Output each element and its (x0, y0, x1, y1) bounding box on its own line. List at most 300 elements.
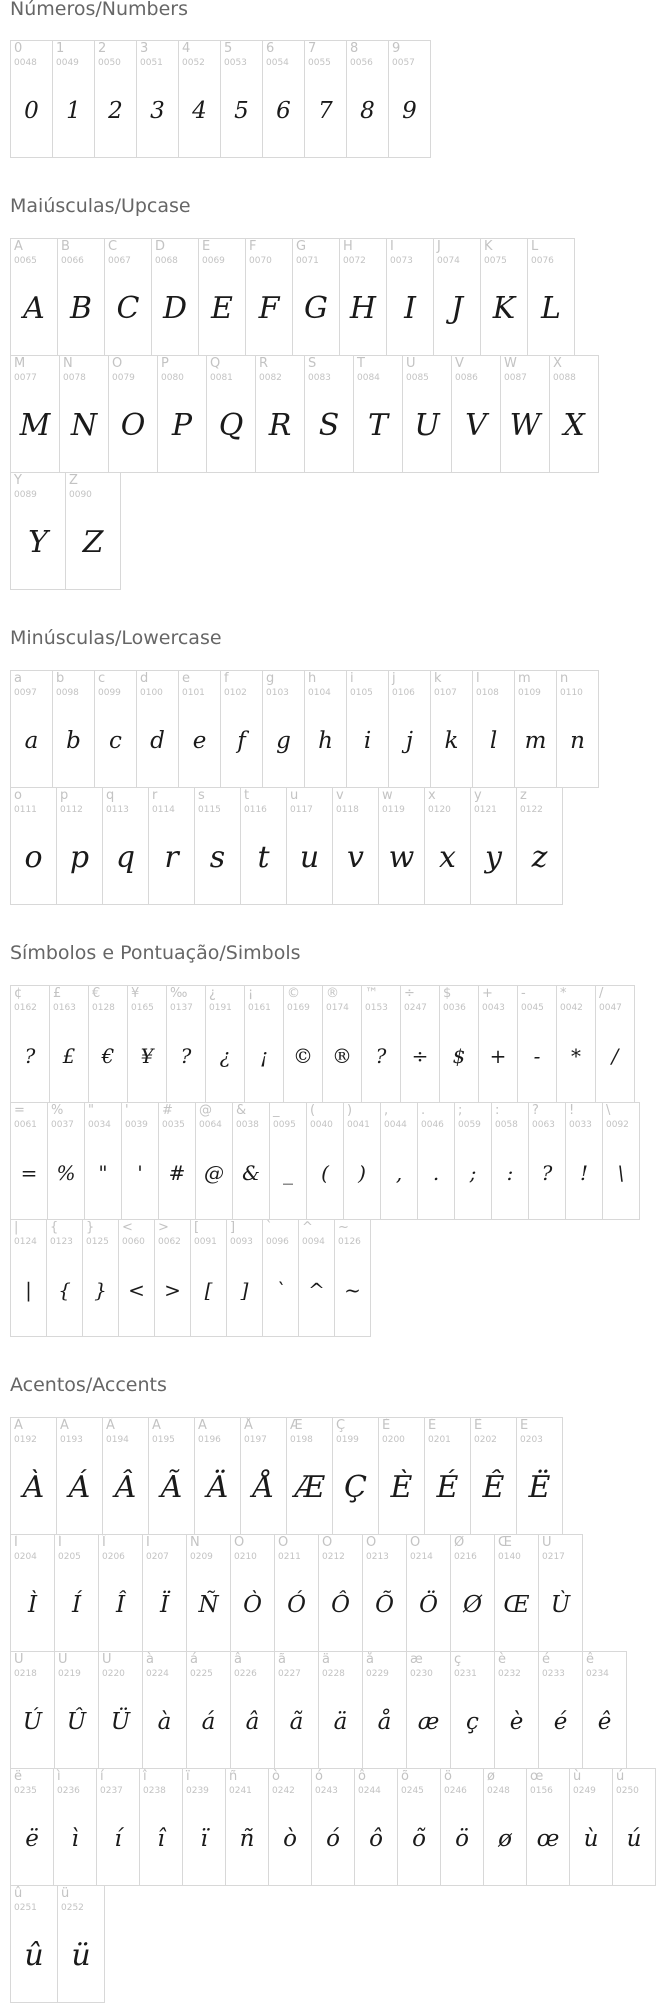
glyph-code-label: 0069 (202, 256, 225, 266)
glyph-sample: Ò (243, 1592, 262, 1618)
glyph-sample: N (70, 408, 98, 443)
glyph-cell-0056 (346, 40, 389, 158)
glyph-code-label: 0052 (182, 58, 205, 68)
glyph-code-label: 0118 (336, 805, 359, 815)
glyph-character-label: € (92, 986, 101, 1001)
glyph-character-label: I (390, 239, 394, 254)
glyph-cell-0071 (292, 238, 340, 356)
glyph-character-label: o (14, 788, 22, 803)
glyph-code-label: 0082 (259, 373, 282, 383)
glyph-code-label: 0066 (61, 256, 84, 266)
glyph-cell-0169 (283, 985, 323, 1103)
glyph-character-label: ¿ (209, 986, 216, 1001)
glyph-character-label: | (14, 1220, 19, 1235)
glyph-code-label: 0212 (322, 1552, 345, 1562)
glyph-sample: ú (626, 1826, 642, 1852)
glyph-sample: U (414, 408, 440, 443)
glyph-character-label: É (428, 1418, 437, 1433)
glyph-character-label: } (86, 1220, 95, 1235)
glyph-character-label: % (51, 1103, 64, 1118)
glyph-sample: ¥ (140, 1044, 154, 1068)
glyph-sample: $ (452, 1044, 466, 1068)
glyph-code-label: 0040 (310, 1120, 333, 1130)
glyph-code-label: 0080 (161, 373, 184, 383)
glyph-code-label: 0210 (234, 1552, 257, 1562)
glyph-cell-0041 (343, 1102, 381, 1220)
glyph-cell-0064 (195, 1102, 233, 1220)
glyph-sample: P (171, 408, 193, 443)
glyph-cell-0089 (10, 472, 66, 590)
glyph-character-label: 8 (350, 41, 359, 56)
glyph-cell-0095 (269, 1102, 307, 1220)
glyph-cell-0070 (245, 238, 293, 356)
glyph-code-label: 0119 (382, 805, 405, 815)
glyph-sample: | (25, 1278, 32, 1302)
glyph-code-label: 0049 (56, 58, 79, 68)
glyph-cell-0232 (494, 1651, 539, 1769)
glyph-cell-0214 (406, 1534, 451, 1652)
glyph-code-label: 0050 (98, 58, 121, 68)
glyph-character-label: ! (569, 1103, 575, 1118)
glyph-character-label: Õ (366, 1535, 377, 1550)
glyph-character-label: > (158, 1220, 169, 1235)
glyph-cell-0073 (386, 238, 434, 356)
glyph-character-label: ÷ (404, 986, 415, 1001)
glyph-cell-0153 (361, 985, 401, 1103)
glyph-code-label: 0216 (454, 1552, 477, 1562)
glyph-sample: Y (28, 525, 48, 560)
glyph-sample: y (485, 840, 502, 875)
glyph-sample: ñ (239, 1826, 255, 1852)
glyph-character-label: 3 (140, 41, 149, 56)
glyph-sample: å (377, 1709, 392, 1735)
glyph-sample: J (450, 291, 464, 326)
glyph-code-label: 0051 (140, 58, 163, 68)
glyph-code-label: 0072 (343, 256, 366, 266)
glyph-sample: . (432, 1161, 440, 1185)
glyph-code-label: 0065 (14, 256, 37, 266)
glyph-code-label: 0137 (170, 1003, 193, 1013)
glyph-code-label: 0117 (290, 805, 313, 815)
glyph-code-label: 0116 (244, 805, 267, 815)
glyph-character-label: î (143, 1769, 147, 1784)
glyph-character-label: © (287, 986, 300, 1001)
glyph-cell-0080 (157, 355, 207, 473)
glyph-character-label: i (350, 671, 354, 686)
glyph-sample: * (571, 1044, 581, 1068)
glyph-character-label: Ò (234, 1535, 245, 1550)
glyph-sample: Õ (375, 1592, 394, 1618)
glyph-cell-0050 (94, 40, 137, 158)
glyph-character-label: œ (530, 1769, 544, 1784)
glyph-cell-0247 (400, 985, 440, 1103)
glyph-character-label: Â (106, 1418, 115, 1433)
glyph-cell-0192 (10, 1417, 57, 1535)
glyph-sample: Ø (463, 1592, 482, 1618)
glyph-cell-0121 (470, 787, 517, 905)
glyph-code-label: 0232 (498, 1669, 521, 1679)
glyph-sample: ü (71, 1938, 91, 1973)
glyph-code-label: 0044 (384, 1120, 407, 1130)
glyph-cell-0107 (430, 670, 473, 788)
glyph-code-label: 0228 (322, 1669, 345, 1679)
glyph-code-label: 0115 (198, 805, 221, 815)
glyph-code-label: 0220 (102, 1669, 125, 1679)
glyph-character-label: . (421, 1103, 426, 1118)
glyph-character-label: ^ (302, 1220, 313, 1235)
glyph-cell-0069 (198, 238, 246, 356)
glyph-code-label: 0083 (308, 373, 331, 383)
glyph-sample: " (98, 1161, 108, 1185)
glyph-code-label: 0233 (542, 1669, 565, 1679)
glyph-character-label: ] (230, 1220, 236, 1235)
glyph-cell-0057 (388, 40, 431, 158)
glyph-cell-0202 (470, 1417, 517, 1535)
glyph-sample: Z (82, 525, 104, 560)
glyph-sample: 3 (150, 98, 165, 124)
glyph-sample: O (120, 408, 146, 443)
glyph-code-label: 0201 (428, 1435, 451, 1445)
glyph-character-label: ú (616, 1769, 625, 1784)
glyph-code-label: 0042 (560, 1003, 583, 1013)
glyph-character-label: ö (444, 1769, 452, 1784)
glyph-sample: 0 (24, 98, 39, 124)
glyph-cell-0209 (186, 1534, 231, 1652)
glyph-sample: õ (412, 1826, 426, 1852)
glyph-cell-0163 (49, 985, 89, 1103)
glyph-sample: % (56, 1161, 76, 1185)
glyph-character-label: O (112, 356, 123, 371)
glyph-cell-0115 (194, 787, 241, 905)
glyph-character-label: Ì (14, 1535, 18, 1550)
glyph-cell-0252 (57, 1885, 105, 2003)
glyph-code-label: 0162 (14, 1003, 37, 1013)
glyph-cell-0104 (304, 670, 347, 788)
glyph-cell-0035 (158, 1102, 196, 1220)
glyph-character-label: 7 (308, 41, 317, 56)
glyph-sample: d (150, 728, 165, 754)
glyph-character-label: * (560, 986, 567, 1001)
glyph-character-label: q (106, 788, 115, 803)
glyph-code-label: 0211 (278, 1552, 301, 1562)
glyph-code-label: 0125 (86, 1237, 109, 1247)
glyph-sample: Ä (206, 1470, 229, 1505)
glyph-sample: 6 (276, 98, 291, 124)
glyph-sample: ] (240, 1278, 249, 1302)
glyph-sample: ? (541, 1161, 553, 1185)
glyph-cell-0083 (304, 355, 354, 473)
glyph-code-label: 0061 (14, 1120, 37, 1130)
glyph-cell-0162 (10, 985, 50, 1103)
glyph-character-label: P (161, 356, 169, 371)
glyph-character-label: È (382, 1418, 391, 1433)
glyph-sample: è (509, 1709, 524, 1735)
glyph-code-label: 0243 (315, 1786, 338, 1796)
glyph-code-label: 0105 (350, 688, 373, 698)
glyph-code-label: 0207 (146, 1552, 169, 1562)
glyph-code-label: 0202 (474, 1435, 497, 1445)
glyph-sample: I (404, 291, 416, 326)
glyph-character-label: + (482, 986, 493, 1001)
glyph-code-label: 0197 (244, 1435, 267, 1445)
glyph-sample: b (66, 728, 81, 754)
glyph-character-label: E (202, 239, 211, 254)
glyph-cell-0038 (232, 1102, 270, 1220)
glyph-sample: 9 (402, 98, 417, 124)
glyph-sample: Ú (22, 1709, 43, 1735)
glyph-sample: ! (579, 1161, 589, 1185)
glyph-code-label: 0161 (248, 1003, 271, 1013)
glyph-sample: r (164, 840, 179, 875)
glyph-character-label: v (336, 788, 344, 803)
glyph-code-label: 0089 (14, 490, 37, 500)
glyph-cell-0072 (339, 238, 387, 356)
glyph-sample: ò (283, 1826, 297, 1852)
glyph-code-label: 0193 (60, 1435, 83, 1445)
glyph-character-label: : (495, 1103, 500, 1118)
glyph-cell-0193 (56, 1417, 103, 1535)
glyph-sample: Í (71, 1592, 82, 1618)
glyph-cell-0090 (65, 472, 121, 590)
glyph-code-label: 0074 (437, 256, 460, 266)
glyph-character-label: Ú (14, 1652, 24, 1667)
glyph-sample: ù (583, 1826, 599, 1852)
glyph-code-label: 0045 (521, 1003, 544, 1013)
glyph-code-label: 0087 (504, 373, 527, 383)
glyph-code-label: 0075 (484, 256, 507, 266)
glyph-cell-0058 (491, 1102, 529, 1220)
glyph-cell-0201 (424, 1417, 471, 1535)
glyph-sample: Á (68, 1470, 91, 1505)
glyph-cell-0086 (451, 355, 501, 473)
glyph-sample: { (58, 1278, 71, 1302)
glyph-character-label: á (190, 1652, 198, 1667)
glyph-sample: : (506, 1161, 514, 1185)
glyph-sample: H (349, 291, 377, 326)
glyph-cell-0234 (582, 1651, 627, 1769)
glyph-cell-0235 (10, 1768, 54, 1886)
glyph-cell-0099 (94, 670, 137, 788)
glyph-sample: G (304, 291, 328, 326)
glyph-code-label: 0226 (234, 1669, 257, 1679)
glyph-character-label: 4 (182, 41, 191, 56)
glyph-sample: Ñ (198, 1592, 219, 1618)
glyph-code-label: 0126 (338, 1237, 361, 1247)
glyph-code-label: 0084 (357, 373, 380, 383)
glyph-cell-0108 (472, 670, 515, 788)
glyph-code-label: 0093 (230, 1237, 253, 1247)
section-title-acentos-accents: Acentos/Accents (10, 1374, 167, 1396)
glyph-code-label: 0079 (112, 373, 135, 383)
glyph-code-label: 0169 (287, 1003, 310, 1013)
glyph-sample: p (69, 840, 90, 875)
glyph-cell-0238 (139, 1768, 183, 1886)
glyph-sample: 1 (66, 98, 81, 124)
glyph-sample: É (436, 1470, 459, 1505)
glyph-code-label: 0163 (53, 1003, 76, 1013)
glyph-cell-0231 (450, 1651, 495, 1769)
glyph-cell-0161 (244, 985, 284, 1103)
glyph-code-label: 0124 (14, 1237, 37, 1247)
glyph-sample: í (114, 1826, 122, 1852)
glyph-sample: Q (218, 408, 244, 443)
glyph-cell-0079 (108, 355, 158, 473)
glyph-sample: D (162, 291, 188, 326)
glyph-character-label: " (88, 1103, 94, 1118)
glyph-sample: s (209, 840, 226, 875)
glyph-sample: j (405, 728, 414, 754)
glyph-character-label: $ (443, 986, 452, 1001)
glyph-sample: Ë (528, 1470, 551, 1505)
glyph-code-label: 0205 (58, 1552, 81, 1562)
glyph-code-label: 0236 (57, 1786, 80, 1796)
glyph-cell-0218 (10, 1651, 55, 1769)
glyph-character-label: Ï (146, 1535, 150, 1550)
glyph-code-label: 0235 (14, 1786, 37, 1796)
glyph-sample: Û (66, 1709, 87, 1735)
glyph-sample: ' (137, 1161, 143, 1185)
glyph-sample: ` (275, 1278, 286, 1302)
glyph-cell-0060 (118, 1219, 155, 1337)
glyph-character-label: @ (199, 1103, 212, 1118)
glyph-cell-0246 (440, 1768, 484, 1886)
glyph-character-label: x (428, 788, 436, 803)
glyph-character-label: U (406, 356, 416, 371)
glyph-cell-0241 (225, 1768, 269, 1886)
glyph-sample: < (128, 1278, 145, 1302)
glyph-cell-0063 (528, 1102, 566, 1220)
glyph-character-label: S (308, 356, 317, 371)
glyph-code-label: 0251 (14, 1903, 37, 1913)
glyph-character-label: y (474, 788, 482, 803)
glyph-code-label: 0120 (428, 805, 451, 815)
glyph-code-label: 0101 (182, 688, 205, 698)
glyph-sample: & (242, 1161, 260, 1185)
glyph-cell-0065 (10, 238, 58, 356)
glyph-character-label: Ê (474, 1418, 483, 1433)
glyph-cell-0227 (274, 1651, 319, 1769)
glyph-code-label: 0239 (186, 1786, 209, 1796)
glyph-code-label: 0247 (404, 1003, 427, 1013)
glyph-cell-0199 (332, 1417, 379, 1535)
glyph-sample: k (444, 728, 459, 754)
glyph-character-label: â (234, 1652, 242, 1667)
glyph-character-label: - (521, 986, 526, 1001)
glyph-character-label: ; (458, 1103, 463, 1118)
glyph-sample: Ê (482, 1470, 505, 1505)
glyph-cell-0191 (205, 985, 245, 1103)
glyph-character-label: s (198, 788, 205, 803)
glyph-code-label: 0249 (573, 1786, 596, 1796)
glyph-code-label: 0113 (106, 805, 129, 815)
glyph-sample: E (211, 291, 233, 326)
glyph-sample: S (318, 408, 340, 443)
glyph-sample: M (19, 408, 51, 443)
glyph-code-label: 0203 (520, 1435, 543, 1445)
glyph-sample: Ã (160, 1470, 183, 1505)
glyph-character-label: t (244, 788, 250, 803)
glyph-cell-0059 (454, 1102, 492, 1220)
glyph-sample: ö (455, 1826, 469, 1852)
glyph-sample: œ (536, 1826, 560, 1852)
glyph-character-label: r (152, 788, 158, 803)
glyph-character-label: a (14, 671, 22, 686)
glyph-sample: F (258, 291, 280, 326)
glyph-cell-0198 (286, 1417, 333, 1535)
glyph-code-label: 0112 (60, 805, 83, 815)
glyph-cell-0061 (10, 1102, 48, 1220)
glyph-cell-0249 (569, 1768, 613, 1886)
glyph-cell-0055 (304, 40, 347, 158)
glyph-cell-0062 (154, 1219, 191, 1337)
glyph-code-label: 0056 (350, 58, 373, 68)
glyph-sample: @ (204, 1161, 224, 1185)
glyph-sample: á (201, 1709, 216, 1735)
glyph-character-label: R (259, 356, 269, 371)
glyph-cell-0225 (186, 1651, 231, 1769)
glyph-character-label: ù (573, 1769, 582, 1784)
glyph-code-label: 0196 (198, 1435, 221, 1445)
glyph-cell-0194 (102, 1417, 149, 1535)
glyph-sample: T (367, 408, 388, 443)
glyph-character-label: L (531, 239, 539, 254)
glyph-character-label: p (60, 788, 69, 803)
glyph-sample: ^ (308, 1278, 325, 1302)
glyph-sample: c (109, 728, 122, 754)
glyph-code-label: 0078 (63, 373, 86, 383)
glyph-character-label: Œ (498, 1535, 512, 1550)
glyph-character-label: Ù (542, 1535, 552, 1550)
glyph-code-label: 0231 (454, 1669, 477, 1679)
glyph-code-label: 0250 (616, 1786, 639, 1796)
glyph-cell-0082 (255, 355, 305, 473)
glyph-code-label: 0199 (336, 1435, 359, 1445)
glyph-character-label: ® (326, 986, 339, 1001)
glyph-code-label: 0076 (531, 256, 554, 266)
glyph-cell-0206 (98, 1534, 143, 1652)
glyph-cell-0251 (10, 1885, 58, 2003)
glyph-sample: ? (375, 1044, 387, 1068)
glyph-cell-0118 (332, 787, 379, 905)
section-title-min-sculas-lowercase: Minúsculas/Lowercase (10, 627, 222, 649)
glyph-sample: é (553, 1709, 568, 1735)
glyph-cell-0094 (298, 1219, 335, 1337)
glyph-sample: Æ (294, 1470, 325, 1505)
glyph-cell-0123 (46, 1219, 83, 1337)
glyph-code-label: 0227 (278, 1669, 301, 1679)
glyph-character-label: F (249, 239, 257, 254)
glyph-code-label: 0047 (599, 1003, 622, 1013)
glyph-sample: 4 (192, 98, 207, 124)
glyph-code-label: 0107 (434, 688, 457, 698)
section-title-n-meros-numbers: Números/Numbers (10, 0, 188, 20)
glyph-sample: Ü (110, 1709, 131, 1735)
glyph-sample: ô (369, 1826, 383, 1852)
glyph-code-label: 0041 (347, 1120, 370, 1130)
glyph-character-label: [ (194, 1220, 200, 1235)
glyph-sample: Ó (287, 1592, 306, 1618)
glyph-cell-0210 (230, 1534, 275, 1652)
glyph-cell-0197 (240, 1417, 287, 1535)
glyph-sample: w (388, 840, 415, 875)
glyph-character-label: b (56, 671, 65, 686)
glyph-character-label: ï (186, 1769, 190, 1784)
glyph-cell-0067 (104, 238, 152, 356)
glyph-code-label: 0252 (61, 1903, 84, 1913)
glyph-sample: Â (114, 1470, 137, 1505)
glyph-character-label: n (560, 671, 569, 686)
glyph-character-label: ` (266, 1220, 273, 1235)
